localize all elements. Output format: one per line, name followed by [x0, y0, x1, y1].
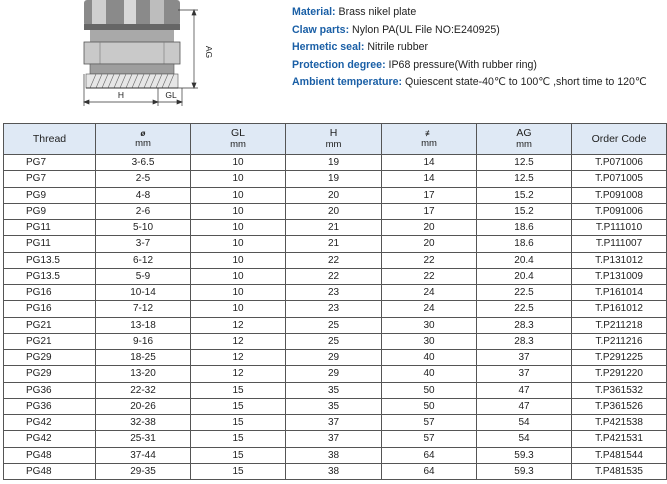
header-order-code: Order Code	[572, 124, 667, 155]
table-row: PG48 29-35 15 38 64 59.3 T.P481535	[4, 463, 667, 479]
table-row: PG21 13-18 12 25 30 28.3 T.P211218	[4, 317, 667, 333]
table-row: PG11 5-10 10 21 20 18.6 T.P111010	[4, 220, 667, 236]
table-row: PG42 32-38 15 37 57 54 T.P421538	[4, 415, 667, 431]
table-row: PG21 9-16 12 25 30 28.3 T.P211216	[4, 333, 667, 349]
header-gl: GL mm	[191, 124, 286, 155]
table-row: PG36 20-26 15 35 50 47 T.P361526	[4, 398, 667, 414]
gland-cap-icon	[84, 0, 180, 30]
table-row: PG29 13-20 12 29 40 37 T.P291220	[4, 366, 667, 382]
table-row: PG13.5 6-12 10 22 22 20.4 T.P131012	[4, 252, 667, 268]
header-diameter: ø mm	[96, 124, 191, 155]
label-ag: AG	[204, 45, 214, 59]
table-row: PG48 37-44 15 38 64 59.3 T.P481544	[4, 447, 667, 463]
gland-body-icon	[84, 30, 180, 88]
header-h: H mm	[286, 124, 382, 155]
spec-hermetic-seal: Hermetic seal: Nitrile rubber	[292, 41, 429, 54]
spec-ambient-temperature: Ambient temperature: Quiescent state-40℃ to 100℃ ,short time to 120℃	[292, 76, 647, 89]
table-row: PG11 3-7 10 21 20 18.6 T.P111007	[4, 236, 667, 252]
table-row: PG16 7-12 10 23 24 22.5 T.P161012	[4, 301, 667, 317]
table-row: PG7 2-5 10 19 14 12.5 T.P071005	[4, 171, 667, 187]
spec-claw-parts: Claw parts: Nylon PA(UL File NO:E240925)	[292, 23, 500, 36]
table-row: PG42 25-31 15 37 57 54 T.P421531	[4, 431, 667, 447]
header-ag: AG mm	[477, 124, 572, 155]
spec-protection-degree: Protection degree: IP68 pressure(With rubber ring)	[292, 58, 537, 71]
header-spanner: ≢ mm	[382, 124, 477, 155]
table-header-row	[4, 124, 667, 155]
table-row: PG9 2-6 10 20 17 15.2 T.P091006	[4, 203, 667, 219]
table-body	[4, 155, 667, 480]
table-row: PG13.5 5-9 10 22 22 20.4 T.P131009	[4, 268, 667, 284]
table-row: PG16 10-14 10 23 24 22.5 T.P161014	[4, 285, 667, 301]
table-row: PG9 4-8 10 20 17 15.2 T.P091008	[4, 187, 667, 203]
header-thread: Thread	[4, 124, 96, 155]
cable-gland-drawing	[0, 0, 250, 112]
spec-list	[292, 4, 664, 92]
spec-table	[3, 123, 667, 480]
table-row: PG29 18-25 12 29 40 37 T.P291225	[4, 350, 667, 366]
table-row: PG7 3-6.5 10 19 14 12.5 T.P071006	[4, 155, 667, 171]
label-gl: GL	[165, 90, 177, 100]
spec-material: Material: Brass nikel plate	[292, 6, 417, 18]
label-h: H	[117, 90, 125, 100]
table-row: PG36 22-32 15 35 50 47 T.P361532	[4, 382, 667, 398]
